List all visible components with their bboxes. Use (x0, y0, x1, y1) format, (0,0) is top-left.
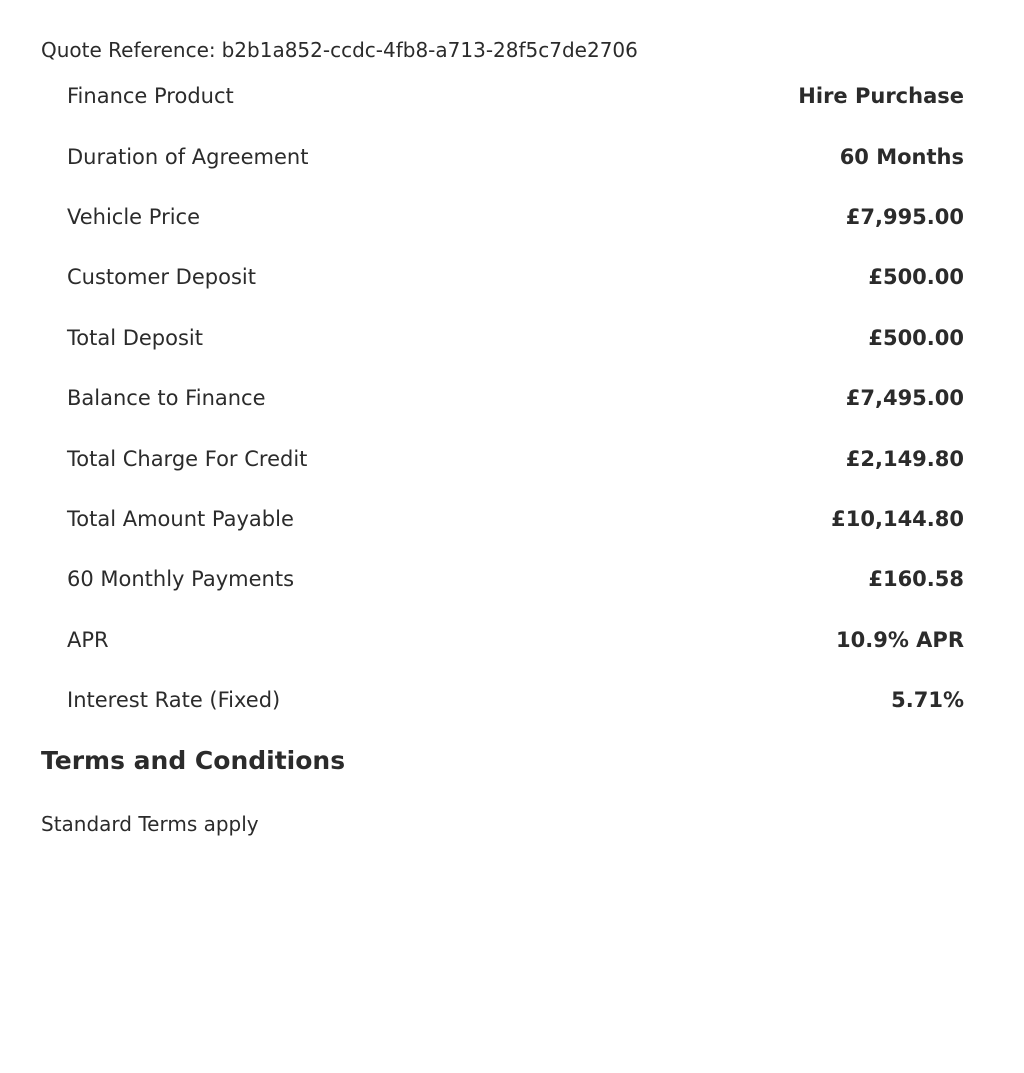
summary-row-value: £160.58 (868, 567, 964, 592)
summary-row-label: Total Amount Payable (67, 506, 294, 531)
summary-row-value: 10.9% APR (836, 627, 964, 652)
summary-row-value: 60 Months (839, 144, 964, 169)
summary-row-label: APR (67, 627, 109, 652)
summary-row-value: £500.00 (868, 325, 964, 350)
summary-row-label: Vehicle Price (67, 204, 201, 229)
summary-row-total-amount-payable (67, 489, 964, 549)
summary-row-value: £2,149.80 (845, 446, 964, 471)
summary-row-apr (67, 610, 964, 670)
quote-reference-label: Quote Reference: (41, 38, 216, 62)
summary-row-customer-deposit (67, 247, 964, 307)
summary-row-label: Interest Rate (Fixed) (67, 688, 281, 713)
summary-row-value: Hire Purchase (798, 84, 964, 109)
summary-row-value: £500.00 (868, 265, 964, 290)
summary-row-label: Duration of Agreement (67, 144, 309, 169)
summary-row-vehicle-price (67, 187, 964, 247)
summary-row-label: Balance to Finance (67, 386, 266, 411)
summary-row-interest-rate (67, 670, 964, 730)
summary-row-total-charge-for-credit (67, 428, 964, 488)
terms-body: Standard Terms apply (41, 812, 259, 836)
summary-row-value: 5.71% (891, 688, 964, 713)
summary-row-total-deposit (67, 308, 964, 368)
summary-row-value: £7,995.00 (845, 204, 964, 229)
summary-row-balance-to-finance (67, 368, 964, 428)
terms-heading: Terms and Conditions (41, 746, 346, 775)
quote-reference (41, 38, 638, 62)
summary-row-label: Finance Product (67, 84, 234, 109)
summary-row-label: Total Deposit (67, 325, 203, 350)
quote-reference-value: b2b1a852-ccdc-4fb8-a713-28f5c7de2706 (221, 38, 638, 62)
summary-row-label: 60 Monthly Payments (67, 567, 295, 592)
summary-row-finance-product (67, 66, 964, 126)
summary-row-monthly-payments (67, 549, 964, 609)
summary-row-duration (67, 126, 964, 186)
summary-row-value: £7,495.00 (845, 386, 964, 411)
summary-row-label: Customer Deposit (67, 265, 256, 290)
summary-row-value: £10,144.80 (831, 506, 964, 531)
finance-summary-table (67, 66, 964, 730)
summary-row-label: Total Charge For Credit (67, 446, 308, 471)
